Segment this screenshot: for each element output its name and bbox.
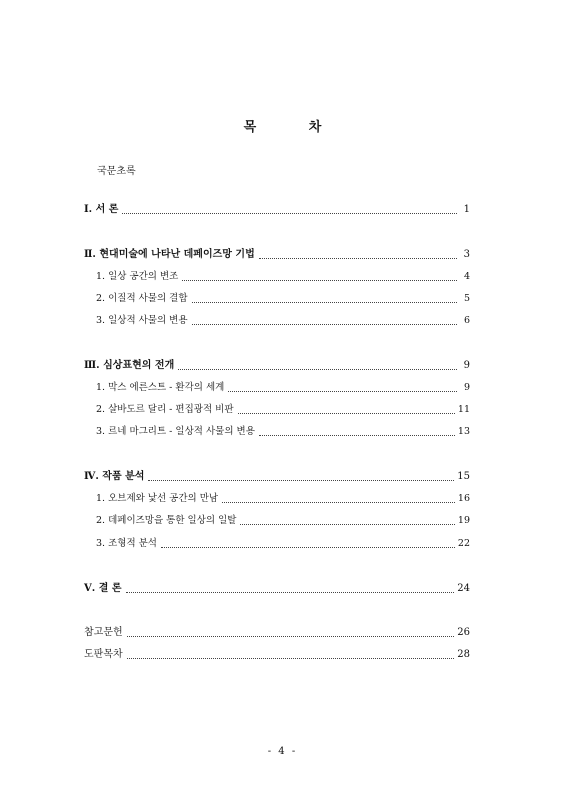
page-title: 목 차 bbox=[243, 120, 346, 135]
dot-leader bbox=[148, 479, 454, 481]
toc-entry-label: 3. 일상적 사물의 변용 bbox=[96, 315, 188, 326]
dot-leader bbox=[178, 368, 457, 370]
dot-leader bbox=[240, 523, 454, 525]
dot-leader bbox=[161, 546, 455, 548]
toc-entry-2-2 bbox=[96, 292, 470, 306]
toc-entry-page: 13 bbox=[457, 426, 470, 437]
toc-entry-figures bbox=[84, 648, 470, 662]
toc-entry-label: Ⅳ. 작품 분석 bbox=[84, 471, 145, 482]
toc-entry-page: 4 bbox=[463, 271, 470, 282]
toc-abstract-entry: 국문초록 bbox=[97, 166, 136, 177]
toc-entry-label: 2. 데페이즈망을 통한 일상의 일탈 bbox=[96, 515, 237, 526]
dot-leader bbox=[238, 412, 455, 414]
toc-entry-page: 15 bbox=[457, 471, 470, 482]
toc-entry-label: Ⅰ. 서 론 bbox=[84, 204, 119, 215]
toc-entry-3-2 bbox=[96, 403, 470, 417]
toc-entry-page: 26 bbox=[457, 627, 470, 638]
dot-leader bbox=[222, 501, 455, 503]
toc-entry-4-3 bbox=[96, 537, 470, 551]
dot-leader bbox=[228, 390, 457, 392]
toc-entry-label: 참고문헌 bbox=[84, 627, 123, 638]
toc-entry-page: 6 bbox=[463, 315, 470, 326]
dot-leader bbox=[122, 212, 457, 214]
toc-entry-4-1 bbox=[96, 492, 470, 506]
toc-entry-label: 1. 막스 에른스트 - 환각의 세계 bbox=[96, 382, 225, 393]
dot-leader bbox=[192, 323, 457, 325]
dot-leader bbox=[259, 434, 455, 436]
toc-entry-label: 1. 오브제와 낯선 공간의 만남 bbox=[96, 493, 219, 504]
toc-entry-label: 2. 이질적 사물의 결합 bbox=[96, 293, 188, 304]
toc-entry-label: Ⅴ. 결 론 bbox=[84, 583, 122, 594]
toc-entry-label: Ⅲ. 심상표현의 전개 bbox=[84, 360, 175, 371]
toc-entry-page: 3 bbox=[463, 249, 470, 260]
dot-leader bbox=[127, 635, 455, 637]
toc-entry-label: 2. 살바도르 달리 - 편집광적 비판 bbox=[96, 404, 234, 415]
dot-leader bbox=[127, 657, 455, 659]
toc-entry-references bbox=[84, 626, 470, 640]
toc-entry-page: 9 bbox=[463, 360, 470, 371]
toc-entry-chapter-3 bbox=[84, 359, 470, 373]
toc-entry-chapter-2 bbox=[84, 248, 470, 262]
dot-leader bbox=[259, 257, 457, 259]
toc-entry-page: 1 bbox=[463, 204, 470, 215]
toc-entry-page: 28 bbox=[457, 649, 470, 660]
toc-entry-3-3 bbox=[96, 425, 470, 439]
dot-leader bbox=[182, 279, 457, 281]
toc-entry-label: 3. 르네 마그리트 - 일상적 사물의 변용 bbox=[96, 426, 255, 437]
toc-entry-chapter-4 bbox=[84, 470, 470, 484]
toc-entry-label: 3. 조형적 분석 bbox=[96, 538, 157, 549]
toc-entry-introduction bbox=[84, 203, 470, 217]
toc-entry-conclusion bbox=[84, 582, 470, 596]
toc-entry-2-1 bbox=[96, 270, 470, 284]
toc-entry-page: 16 bbox=[457, 493, 470, 504]
toc-entry-page: 9 bbox=[463, 382, 470, 393]
toc-entry-3-1 bbox=[96, 381, 470, 395]
toc-entry-page: 11 bbox=[457, 404, 470, 415]
toc-entry-page: 19 bbox=[457, 515, 470, 526]
toc-entry-page: 24 bbox=[457, 583, 470, 594]
toc-entry-2-3 bbox=[96, 314, 470, 328]
toc-entry-label: 1. 일상 공간의 변조 bbox=[96, 271, 179, 282]
toc-entry-page: 5 bbox=[463, 293, 470, 304]
dot-leader bbox=[126, 591, 455, 593]
toc-entry-page: 22 bbox=[457, 538, 470, 549]
toc-entry-label: 도판목차 bbox=[84, 649, 123, 660]
dot-leader bbox=[192, 301, 457, 303]
toc-entry-4-2 bbox=[96, 514, 470, 528]
page-number: - 4 - bbox=[267, 746, 298, 757]
toc-entry-label: Ⅱ. 현대미술에 나타난 데페이즈망 기법 bbox=[84, 249, 255, 260]
